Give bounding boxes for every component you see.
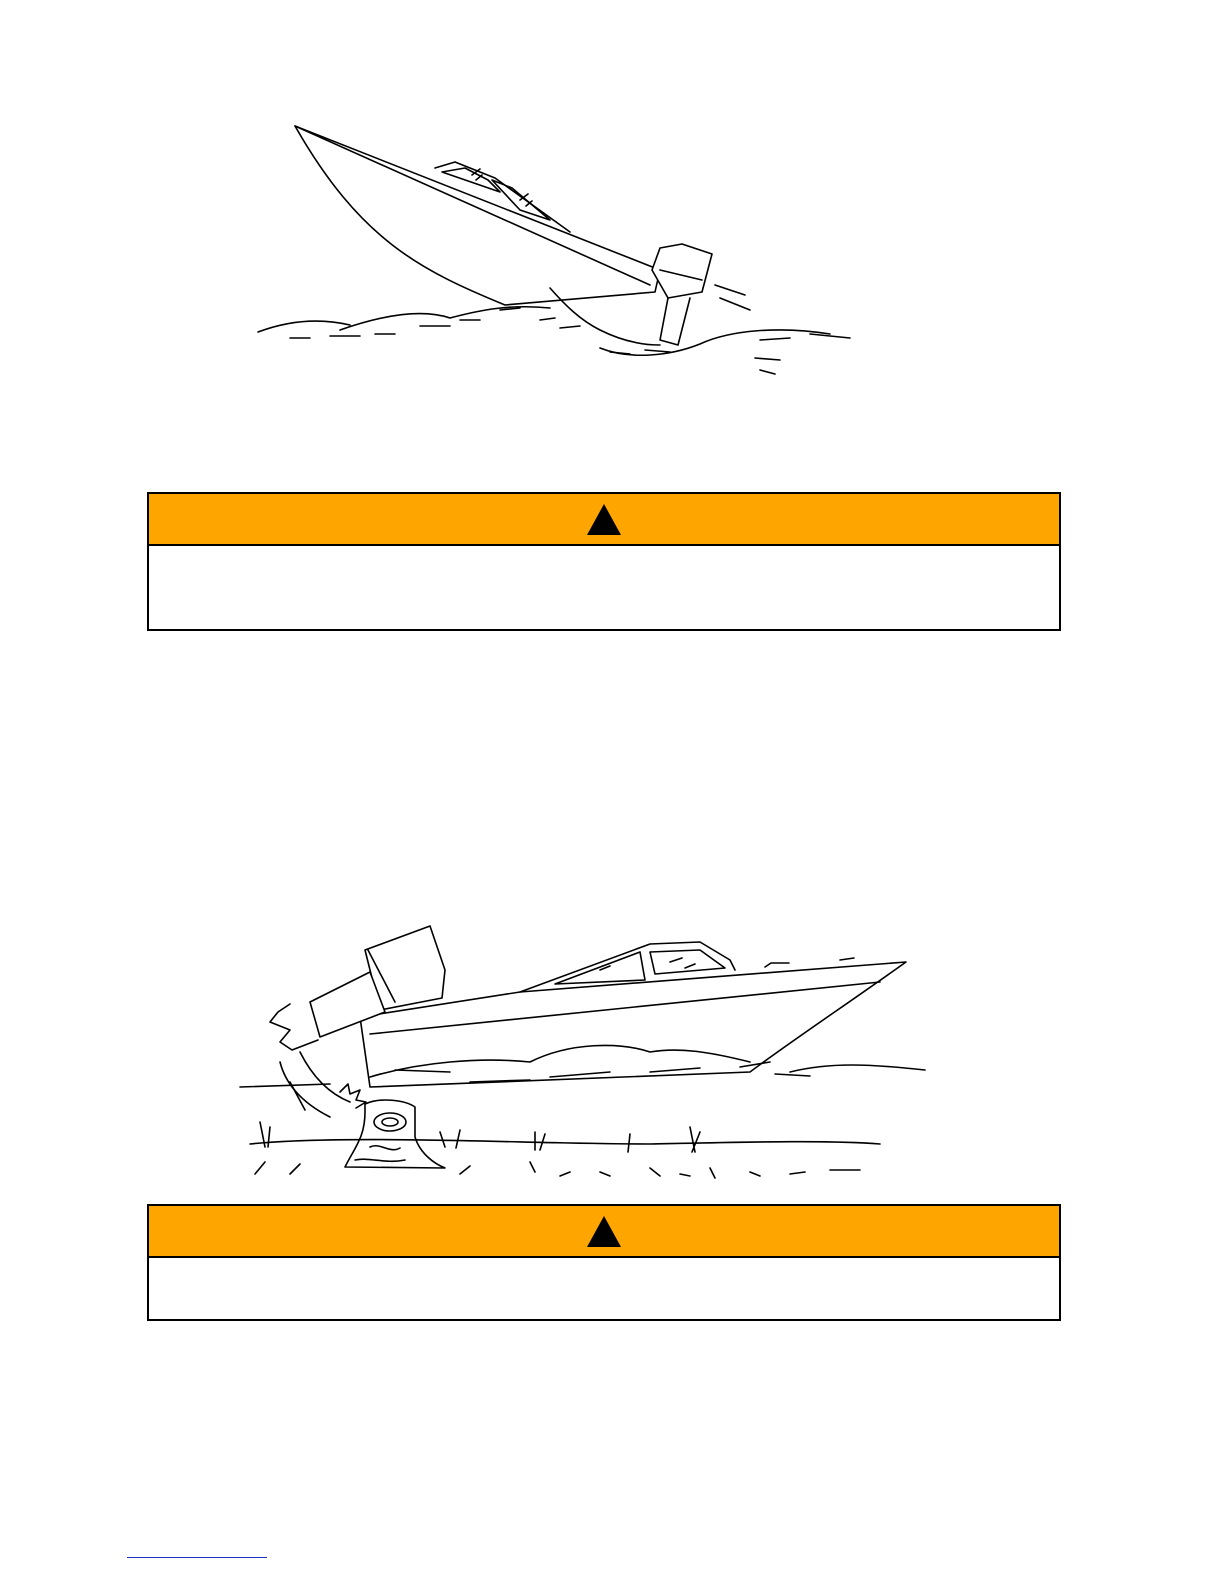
warning-triangle-icon (587, 1216, 621, 1247)
warning-text (149, 1258, 1059, 1278)
footer-rule (127, 1557, 267, 1558)
warning-header (149, 494, 1059, 546)
warning-box (147, 492, 1061, 631)
warning-header (149, 1206, 1059, 1258)
warning-triangle-icon (587, 504, 621, 535)
warning-text (149, 546, 1059, 566)
boat-hits-stump-illustration (230, 922, 930, 1187)
boat-bow-high-illustration (250, 120, 880, 390)
warning-box (147, 1204, 1061, 1321)
